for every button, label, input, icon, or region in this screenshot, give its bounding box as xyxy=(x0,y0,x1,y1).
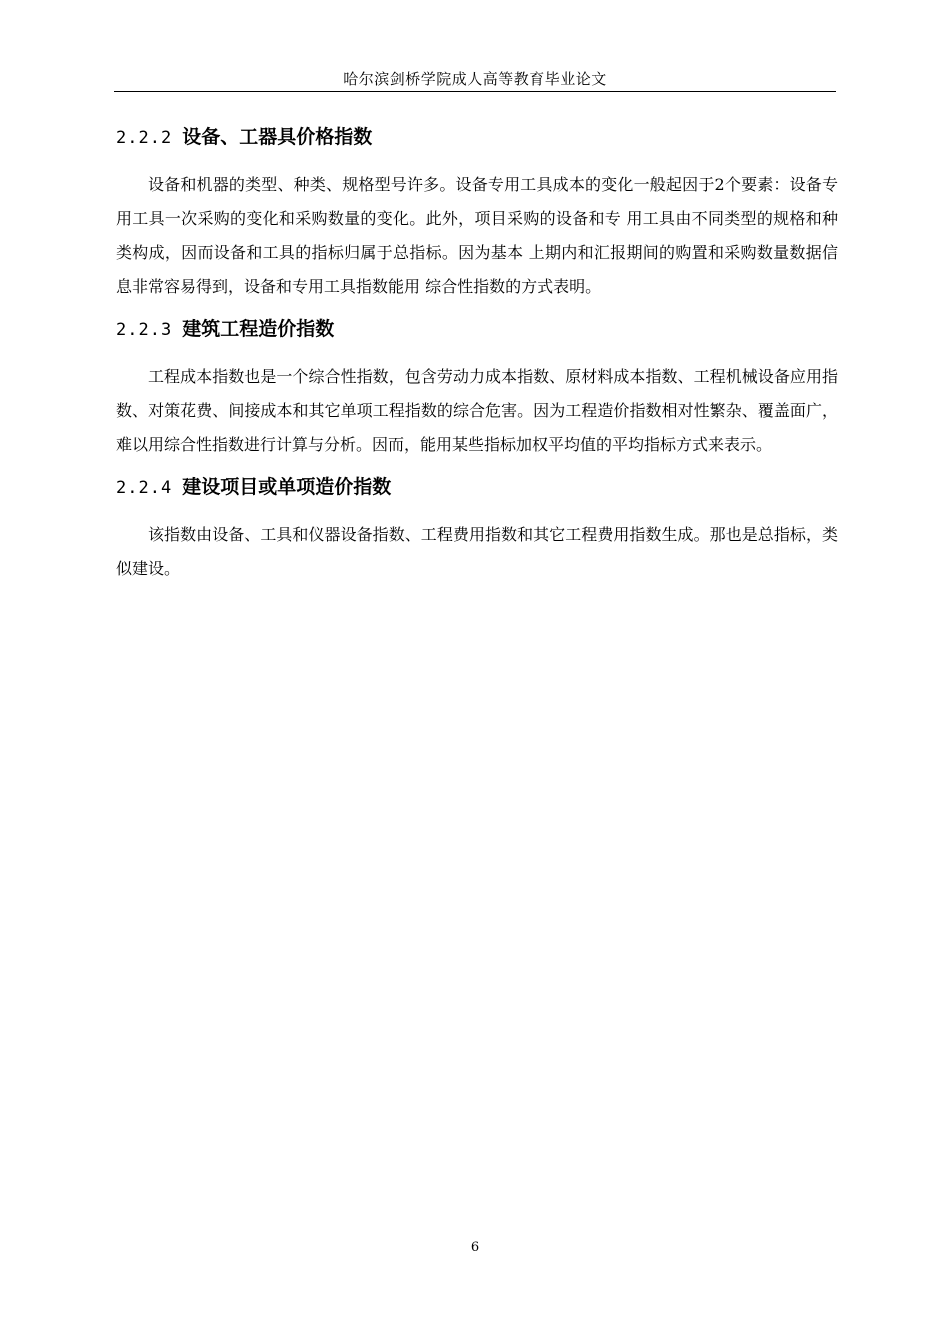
section-paragraph: 工程成本指数也是一个综合性指数，包含劳动力成本指数、原材料成本指数、工程机械设备应用指数、对策花费、间接成本和其它单项工程指数的综合危害。因为工程造价指数相对性繁杂、覆盖面广，难以用综合性指数进行计算与分析。因而，能用某些指标加权平均值的平均指标方式来表示。 xyxy=(116,367,838,454)
section-heading xyxy=(116,310,838,346)
section-title: 设备、工器具价格指数 xyxy=(182,126,373,148)
section-heading xyxy=(116,118,838,154)
section-2-2-2 xyxy=(116,118,838,304)
section-title: 建设项目或单项造价指数 xyxy=(182,476,392,498)
section-paragraph: 设备和机器的类型、种类、规格型号许多。设备专用工具成本的变化一般起因于2个要素：设备专用工具一次采购的变化和采购数量的变化。此外，项目采购的设备和专 用工具由不同类型的规格和种类构成，因而设备和工具的指标归属于总指标。因为基本 上期内和汇报期间的购置和采购数量数据信息非常容易得到，设备和专用工具指数能用 综合性指数的方式表明。 xyxy=(116,175,838,296)
section-title: 建筑工程造价指数 xyxy=(182,318,335,340)
section-heading xyxy=(116,468,838,504)
section-paragraph: 该指数由设备、工具和仪器设备指数、工程费用指数和其它工程费用指数生成。那也是总指标，类似建设。 xyxy=(116,525,838,578)
page-number: 6 xyxy=(470,1240,480,1255)
section-number: 2.2.2 xyxy=(116,128,173,148)
section-number: 2.2.3 xyxy=(116,320,173,340)
section-2-2-4 xyxy=(116,468,838,586)
document-body xyxy=(116,118,838,592)
page-header xyxy=(114,60,836,92)
section-number: 2.2.4 xyxy=(116,478,173,498)
header-title: 哈尔滨剑桥学院成人高等教育毕业论文 xyxy=(343,70,607,88)
section-2-2-3 xyxy=(116,310,838,462)
